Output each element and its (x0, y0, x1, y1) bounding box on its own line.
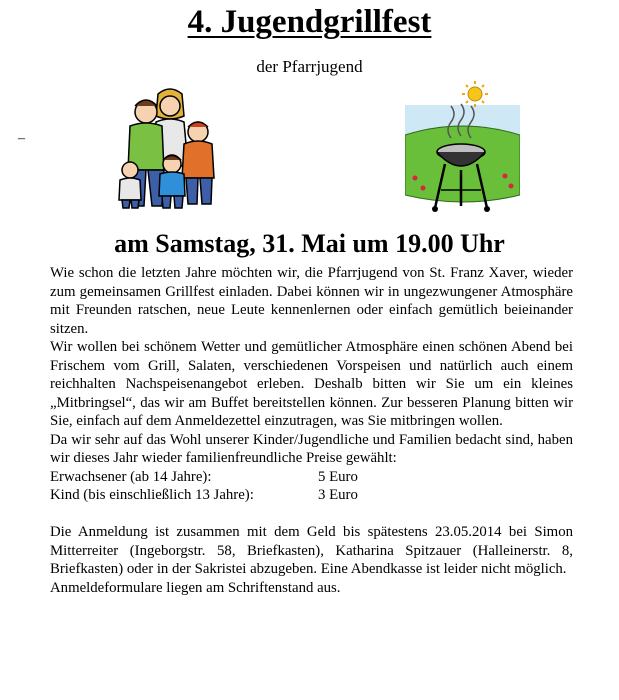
event-date-heading: am Samstag, 31. Mai um 19.00 Uhr (114, 229, 505, 258)
price-label: Erwachsener (ab 14 Jahre): (50, 468, 212, 485)
boy-figure (182, 122, 214, 204)
grill-icon (432, 144, 490, 212)
prices-intro-paragraph: Da wir sehr auf das Wohl unserer Kinder/Jugendliche und Familien bedacht sind, haben wir dieses Jahr wieder familienfreundliche Preise gewählt: (50, 431, 573, 466)
spacer (50, 505, 573, 524)
registration-paragraph: Die Anmeldung ist zusammen mit dem Geld bis spätestens 23.05.2014 bei Simon Mitterreiter (Ingeborgstr. 58, Briefkasten), Katharina Spitzauer (Halleinerstr. 8, Briefkasten) oder in der Sakristei abzugeben. Eine Abendkasse ist leider nicht möglich. (50, 524, 573, 577)
price-value: 5 Euro (318, 468, 358, 485)
price-row-adult (50, 468, 573, 487)
price-row-child (50, 486, 573, 505)
price-label: Kind (bis einschließlich 13 Jahre): (50, 487, 254, 503)
forms-paragraph: Anmeldeformulare liegen am Schriftenstand aus. (50, 579, 341, 596)
stray-dash: – (18, 131, 25, 146)
sun-icon (462, 81, 488, 107)
invitation-body (50, 264, 573, 597)
page-subtitle: der Pfarrjugend (256, 57, 363, 76)
child-figure (159, 155, 185, 208)
grill-illustration (405, 80, 520, 215)
toddler-figure (119, 162, 141, 208)
family-illustration (110, 82, 222, 210)
page-title: 4. Jugendgrillfest (187, 4, 432, 40)
buffet-paragraph: Wir wollen bei schönem Wetter und gemütlicher Atmosphäre einen schönen Abend bei Frischem vom Grill, Salaten, verschiedenen Vorspeisen und natürlich auch einem reichhalten Nachspeisenangebot erleben. Deshalb bitten wir Sie um ein kleines „Mitbringsel“, das wir am Buffet bereitstellen können. Zur besseren Planung bitten wir Sie, einfach auf dem Anmeldezettel einzutragen, was Sie mitbringen wollen. (50, 339, 573, 429)
price-value: 3 Euro (318, 487, 358, 503)
intro-paragraph: Wie schon die letzten Jahre möchten wir, die Pfarrjugend von St. Franz Xaver, wieder zum gemeinsamen Grillfest einladen. Dabei können wir in ungezwungener Atmosphäre mit Freunden ratschen, neue Leute kennenlernen oder einfach gemütlich beieinander sitzen. (50, 265, 573, 337)
